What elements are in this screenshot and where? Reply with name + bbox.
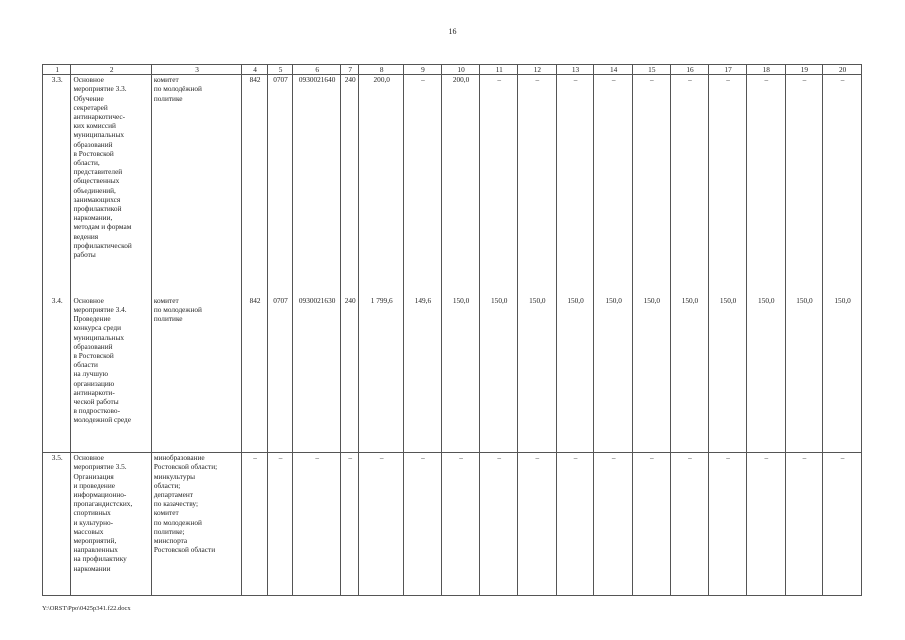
executor: комитет по молодежной политике — [151, 296, 242, 453]
value-cell: – — [480, 75, 518, 296]
header-cell: 14 — [594, 65, 633, 75]
value-cell: – — [556, 453, 594, 596]
header-cell: 11 — [480, 65, 518, 75]
value-cell: 149,6 — [404, 296, 442, 453]
value-cell: 1 799,6 — [359, 296, 404, 453]
value-cell: – — [441, 453, 480, 596]
value-cell: – — [633, 453, 671, 596]
header-cell: 9 — [404, 65, 442, 75]
rzpr-code: 0707 — [267, 75, 292, 296]
value-cell: 150,0 — [594, 296, 633, 453]
value-cell: – — [670, 453, 709, 596]
value-cell: – — [594, 75, 633, 296]
header-cell: 7 — [341, 65, 359, 75]
vr-code: 240 — [341, 75, 359, 296]
value-cell: – — [746, 453, 785, 596]
header-cell: 20 — [823, 65, 862, 75]
value-cell: 200,0 — [359, 75, 404, 296]
measure-name: Основное мероприятие 3.3. Обучение секретарей антинаркотичес- ких комиссий муниципальных образований в Ростовской области, представителей общественных объединений, занимающихся профилактикой наркомании, методам и формам ведения профилактической работы — [71, 75, 151, 296]
value-cell: – — [823, 453, 862, 596]
value-cell: – — [633, 75, 671, 296]
program-table — [42, 64, 862, 596]
executor: комитет по молодёжной политике — [151, 75, 242, 296]
csr-code: 0930021640 — [293, 75, 341, 296]
csr-code: – — [293, 453, 341, 596]
table-row — [43, 296, 862, 453]
value-cell: 150,0 — [633, 296, 671, 453]
header-cell: 4 — [242, 65, 267, 75]
value-cell: 150,0 — [441, 296, 480, 453]
value-cell: 150,0 — [670, 296, 709, 453]
header-cell: 18 — [746, 65, 785, 75]
measure-name: Основное мероприятие 3.4. Проведение конкурса среди муниципальных образований в Ростовской области на лучшую организацию антинаркоти- ческой работы в подростково- молодежной среде — [71, 296, 151, 453]
header-cell: 17 — [709, 65, 747, 75]
header-cell: 1 — [43, 65, 71, 75]
table-row — [43, 453, 862, 596]
value-cell: – — [404, 453, 442, 596]
value-cell: – — [670, 75, 709, 296]
page-number: 16 — [448, 27, 457, 36]
value-cell: 200,0 — [441, 75, 480, 296]
header-cell: 2 — [71, 65, 151, 75]
header-cell: 6 — [293, 65, 341, 75]
value-cell: 150,0 — [709, 296, 747, 453]
value-cell: – — [823, 75, 862, 296]
header-cell: 16 — [670, 65, 709, 75]
header-cell: 10 — [441, 65, 480, 75]
value-cell: – — [709, 75, 747, 296]
header-cell: 12 — [518, 65, 557, 75]
grbs-code: 842 — [242, 296, 267, 453]
value-cell: 150,0 — [785, 296, 823, 453]
row-number: 3.5. — [43, 453, 71, 596]
csr-code: 0930021630 — [293, 296, 341, 453]
value-cell: – — [785, 75, 823, 296]
rzpr-code: – — [267, 453, 292, 596]
header-cell: 15 — [633, 65, 671, 75]
grbs-code: – — [242, 453, 267, 596]
header-cell: 19 — [785, 65, 823, 75]
value-cell: – — [556, 75, 594, 296]
value-cell: 150,0 — [746, 296, 785, 453]
value-cell: 150,0 — [480, 296, 518, 453]
value-cell: – — [518, 453, 557, 596]
value-cell: 150,0 — [556, 296, 594, 453]
value-cell: – — [785, 453, 823, 596]
measure-name: Основное мероприятие 3.5. Организация и проведение информационно- пропагандистских, спортивных и культурно- массовых мероприятий, направленных на профилактику наркомании — [71, 453, 151, 596]
rzpr-code: 0707 — [267, 296, 292, 453]
header-cell: 5 — [267, 65, 292, 75]
value-cell: 150,0 — [823, 296, 862, 453]
vr-code: 240 — [341, 296, 359, 453]
header-cell: 3 — [151, 65, 242, 75]
value-cell: – — [359, 453, 404, 596]
value-cell: – — [404, 75, 442, 296]
value-cell: – — [709, 453, 747, 596]
header-cell: 13 — [556, 65, 594, 75]
value-cell: – — [518, 75, 557, 296]
value-cell: – — [594, 453, 633, 596]
value-cell: – — [480, 453, 518, 596]
header-row — [43, 65, 862, 75]
executor: минобразование Ростовской области; минкультуры области; департамент по казачеству; комитет по молодежной политике; минспорта Ростовской области — [151, 453, 242, 596]
vr-code: – — [341, 453, 359, 596]
value-cell: – — [746, 75, 785, 296]
footer-file-path: Y:\ORST\Ppo\0425p341.f22.docx — [42, 605, 131, 612]
grbs-code: 842 — [242, 75, 267, 296]
table-row — [43, 75, 862, 296]
value-cell: 150,0 — [518, 296, 557, 453]
row-number: 3.4. — [43, 296, 71, 453]
header-cell: 8 — [359, 65, 404, 75]
row-number: 3.3. — [43, 75, 71, 296]
